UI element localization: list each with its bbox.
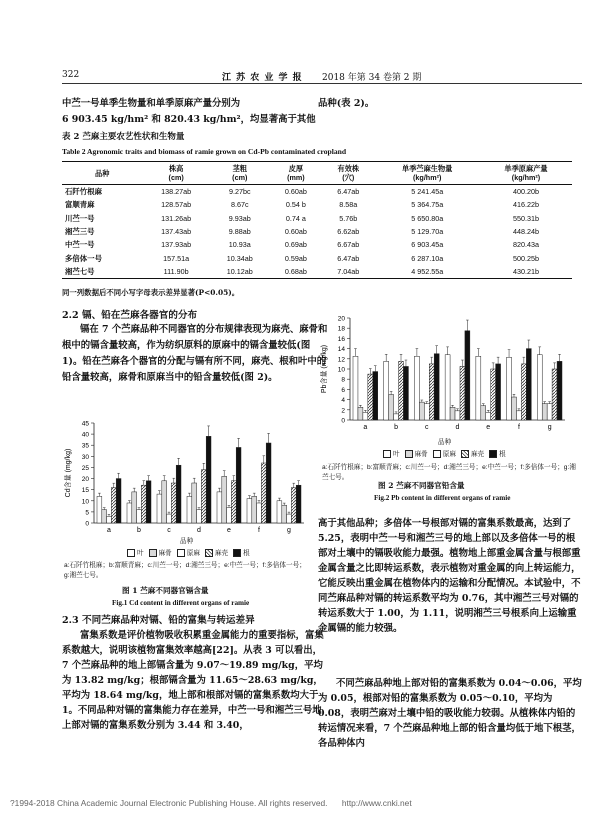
legend-swatch bbox=[489, 450, 497, 458]
legend-swatch bbox=[461, 450, 469, 458]
pb-x-tick-label: f bbox=[517, 424, 520, 431]
pb-bar-b-4 bbox=[403, 366, 408, 420]
table-header-6: 单季原麻产量 (kg/hm²) bbox=[504, 164, 548, 182]
pb-y-tick-label: 2 bbox=[341, 407, 345, 415]
table-cell: 500.25b bbox=[512, 253, 539, 263]
table-cell: 430.21b bbox=[512, 266, 539, 276]
cd-bar-e-0 bbox=[217, 492, 222, 523]
legend-label: 原麻 bbox=[186, 550, 200, 557]
figure-2-caption-en: Fig.2 Pb content in different organs of ramie bbox=[374, 494, 511, 502]
table-header-4: 有效株 (穴) bbox=[337, 164, 360, 182]
table-cell: 8.58a bbox=[339, 200, 358, 210]
legend-label: 叶 bbox=[137, 550, 144, 557]
intro-line-1: 中苎一号单季生物量和单季原麻产量分别为 bbox=[62, 98, 241, 109]
legend-label: 麻壳 bbox=[214, 550, 229, 557]
cd-bar-c-1 bbox=[162, 481, 167, 523]
cd-bar-e-1 bbox=[222, 476, 227, 523]
pb-bar-c-0 bbox=[414, 356, 419, 420]
pb-bar-e-4 bbox=[496, 364, 501, 420]
table-row bbox=[62, 225, 572, 238]
table-row-label: 富顺青麻 bbox=[65, 200, 95, 210]
legend-label: 原麻 bbox=[442, 451, 456, 458]
legend-swatch bbox=[205, 549, 213, 557]
table-cell: 10.93a bbox=[228, 240, 251, 250]
pb-y-tick-label: 0 bbox=[341, 417, 345, 425]
cd-bar-b-4 bbox=[146, 481, 151, 523]
pb-bar-a-3 bbox=[368, 374, 373, 420]
issue-info: 2018 年第 34 卷第 2 期 bbox=[322, 73, 422, 83]
pb-bar-b-2 bbox=[394, 414, 399, 420]
table-row bbox=[62, 212, 572, 225]
figure-2-note: a:石阡竹根麻；b:富顺青麻；c:川苎一号；d:湘苎三号；e:中苎一号；f:多倍体一号；g:湘苎七号。 bbox=[322, 464, 576, 481]
figure-2-xlabel: 品种 bbox=[438, 439, 452, 446]
table-cell: 0.69ab bbox=[284, 240, 307, 250]
pb-bar-g-3 bbox=[552, 369, 557, 420]
table-cell: 137.43ab bbox=[161, 227, 192, 237]
cd-bar-e-4 bbox=[236, 447, 241, 523]
cd-bar-g-0 bbox=[277, 501, 282, 523]
cd-bar-d-0 bbox=[187, 496, 192, 523]
table-header-3: 皮厚 (mm) bbox=[287, 164, 305, 182]
pb-bar-g-2 bbox=[547, 404, 552, 420]
table-cell: 8.67c bbox=[230, 200, 249, 210]
section-2-2-heading: 2.2 镉、铅在苎麻各器官的分布 bbox=[62, 310, 198, 321]
cd-x-tick-label: f bbox=[258, 527, 260, 534]
table-cell: 5 241.45a bbox=[411, 187, 444, 197]
table-cell: 0.54 b bbox=[285, 200, 306, 210]
table-cell: 157.51a bbox=[163, 253, 190, 263]
cd-x-tick-label: d bbox=[197, 527, 201, 534]
table-cell: 7.04ab bbox=[337, 266, 360, 276]
header-rule bbox=[62, 83, 582, 84]
legend-swatch bbox=[177, 549, 185, 557]
journal-title: 江 苏 农 业 学 报 bbox=[222, 73, 303, 83]
cd-bar-b-3 bbox=[141, 485, 146, 523]
cd-x-tick-label: g bbox=[287, 527, 291, 534]
table-header-1: 株高 (cm) bbox=[168, 164, 184, 182]
table-cell: 820.43a bbox=[512, 240, 539, 250]
pb-bar-e-3 bbox=[491, 369, 496, 420]
legend-label: 麻骨 bbox=[158, 550, 172, 557]
table-cell: 6.67ab bbox=[337, 240, 360, 250]
legend-swatch bbox=[127, 549, 135, 557]
table-2 bbox=[62, 161, 572, 279]
cd-bar-e-2 bbox=[227, 507, 232, 523]
cd-y-tick-label: 40 bbox=[81, 431, 89, 439]
table-cell: 137.93ab bbox=[161, 240, 192, 250]
figure-1-xlabel: 品种 bbox=[180, 538, 194, 545]
page-footer bbox=[10, 798, 610, 808]
cd-y-tick-label: 35 bbox=[81, 442, 89, 450]
pb-y-tick-label: 18 bbox=[337, 325, 345, 333]
table-header-2: 茎粗 (cm) bbox=[232, 164, 248, 182]
table-cell: 400.20b bbox=[512, 187, 539, 197]
section-2-3-paragraph-2: 高于其他品种；多倍体一号根部对镉的富集系数最高，达到了 5.25，表明中苎一号和湘苎三号的地上部以及多倍体一号的根部对土壤中的镉吸收能力最强。植物地上部重金属含量与根部重金属含量之比即转运系数，表示植物对重金属的向上转运能力，它能反映出重金属在植物体内的运输和分配情况。本试验中，不同苎麻品种对镉的转运系数平均为 0.76，其中湘苎三号对镉的转运系数大于 1.00，为 1.11，说明湘苎三号根系向上运输重金属镉的能力较强。 bbox=[318, 518, 581, 634]
table-row-label: 中苎一号 bbox=[65, 240, 95, 250]
pb-y-tick-label: 12 bbox=[337, 356, 345, 364]
cd-bar-d-1 bbox=[192, 483, 197, 523]
pb-bar-f-3 bbox=[521, 364, 526, 420]
table-row-label: 川苎一号 bbox=[65, 213, 95, 223]
figure-1-legend bbox=[122, 549, 322, 559]
table-cell: 9.88ab bbox=[228, 227, 251, 237]
cd-y-tick-label: 25 bbox=[81, 464, 89, 472]
table-cell: 0.68ab bbox=[284, 266, 307, 276]
pb-x-tick-label: g bbox=[547, 424, 552, 431]
pb-bar-b-1 bbox=[389, 395, 394, 421]
table-cell: 0.60ab bbox=[284, 227, 307, 237]
pb-y-tick-label: 16 bbox=[337, 335, 345, 343]
cd-bar-e-3 bbox=[231, 481, 236, 523]
pb-bar-a-0 bbox=[353, 356, 358, 420]
cd-y-label: Cd含量 (mg/kg) bbox=[65, 448, 72, 498]
cd-bar-f-3 bbox=[261, 463, 266, 523]
cd-bar-b-0 bbox=[127, 503, 132, 523]
pb-x-tick-label: b bbox=[394, 424, 399, 431]
table-cell: 0.74 a bbox=[285, 213, 306, 223]
table-row-label: 石阡竹根麻 bbox=[65, 187, 102, 197]
legend-label: 根 bbox=[243, 550, 250, 557]
pb-y-tick-label: 8 bbox=[341, 376, 345, 384]
legend-swatch bbox=[233, 549, 241, 557]
table-cell: 416.22b bbox=[512, 200, 539, 210]
table-cell: 131.26ab bbox=[161, 213, 192, 223]
table-note: 同一列数据后不同小写字母表示差异显著(P<0.05)。 bbox=[62, 288, 240, 297]
table-cell: 448.24b bbox=[512, 227, 539, 237]
pb-bar-d-4 bbox=[465, 331, 470, 420]
table-cell: 6.62ab bbox=[337, 227, 360, 237]
cd-y-tick-label: 15 bbox=[81, 487, 89, 495]
table-title-cn: 表 2 苎麻主要农艺性状和生物量 bbox=[62, 132, 185, 142]
cd-y-tick-label: 30 bbox=[81, 453, 89, 461]
pb-bar-b-3 bbox=[399, 361, 404, 420]
cd-bar-f-2 bbox=[257, 503, 262, 523]
table-title-en: Table 2 Agronomic traits and biomass of ramie grown on Cd-Pb contaminated cropland bbox=[62, 147, 347, 156]
table-cell: 5.76b bbox=[339, 213, 358, 223]
cd-bar-a-2 bbox=[107, 516, 112, 523]
cd-bar-a-0 bbox=[97, 496, 102, 523]
figure-2-chart bbox=[318, 308, 578, 438]
cd-x-tick-label: c bbox=[167, 527, 171, 534]
cd-bar-d-3 bbox=[201, 470, 206, 523]
legend-label: 麻壳 bbox=[470, 451, 485, 458]
cd-bar-g-3 bbox=[291, 487, 296, 523]
legend-swatch bbox=[405, 450, 413, 458]
pb-y-tick-label: 14 bbox=[337, 346, 345, 354]
cd-bar-f-4 bbox=[266, 443, 271, 523]
section-2-3-paragraph-1: 富集系数是评价植物吸收积累重金属能力的重要指标，富集系数越大，说明该植物富集效率越高[22]。从表 3 可以看出，7 个苎麻品种的地上部镉含量为 9.07～19.89 mg/kg，平均为 13.82 mg/kg；根部镉含量为 11.65～28.63 mg/kg，平均为 18.64 mg/kg，地上部和根部对镉的富集系数均大于 1。不同品种对镉的富集能力存在差异，中苎一号和湘苎三号地上部对镉的富集系数分别为 3.44 和 3.40， bbox=[62, 630, 324, 731]
cd-x-tick-label: a bbox=[107, 527, 111, 534]
cd-bar-b-1 bbox=[132, 492, 137, 523]
pb-x-tick-label: c bbox=[425, 424, 429, 431]
figure-1 bbox=[62, 413, 312, 608]
pb-bar-f-1 bbox=[512, 397, 517, 420]
table-cell: 6 287.10a bbox=[411, 253, 444, 263]
legend-label: 叶 bbox=[393, 451, 400, 458]
cd-y-tick-label: 10 bbox=[81, 498, 89, 506]
pb-bar-f-4 bbox=[526, 349, 531, 420]
cd-bar-c-3 bbox=[171, 483, 176, 523]
table-cell: 9.27bc bbox=[228, 187, 251, 197]
table-row bbox=[62, 265, 572, 279]
figure-2-legend bbox=[378, 450, 578, 460]
pb-bar-f-2 bbox=[516, 411, 521, 420]
pb-bar-a-1 bbox=[358, 407, 363, 420]
cd-bar-b-2 bbox=[137, 510, 142, 523]
table-header-5: 单季苎麻生物量 (kg/hm²) bbox=[402, 164, 453, 182]
figure-1-chart bbox=[62, 413, 312, 541]
figure-2-caption-cn: 图 2 苎麻不同器官铅含量 bbox=[378, 481, 465, 490]
pb-bar-b-0 bbox=[384, 361, 389, 420]
table-cell: 10.12ab bbox=[226, 266, 253, 276]
table-row bbox=[62, 238, 572, 251]
cd-bar-g-2 bbox=[287, 514, 292, 523]
cd-bar-a-1 bbox=[102, 510, 107, 523]
cd-bar-f-0 bbox=[247, 499, 252, 523]
cd-bar-d-2 bbox=[197, 510, 202, 523]
pb-bar-d-0 bbox=[445, 355, 450, 420]
table-cell: 10.34ab bbox=[226, 253, 253, 263]
pb-bar-e-2 bbox=[486, 412, 491, 420]
cd-y-tick-label: 5 bbox=[85, 509, 89, 517]
table-cell: 4 952.55a bbox=[411, 266, 444, 276]
pb-bar-a-2 bbox=[363, 412, 368, 420]
cd-y-tick-label: 45 bbox=[81, 420, 89, 428]
pb-bar-g-4 bbox=[557, 361, 562, 420]
pb-bar-g-0 bbox=[537, 355, 542, 420]
table-row-label: 湘苎三号 bbox=[65, 227, 95, 237]
table-row-label: 多倍体一号 bbox=[65, 253, 102, 263]
legend-swatch bbox=[383, 450, 391, 458]
pb-y-label: Pb含量 (mg/kg) bbox=[321, 344, 328, 394]
footer-url: http://www.cnki.net bbox=[341, 798, 412, 808]
cd-y-tick-label: 20 bbox=[81, 476, 89, 484]
cd-bar-c-0 bbox=[157, 494, 162, 523]
table-cell: 0.60ab bbox=[284, 187, 307, 197]
copyright-text: ?1994-2018 China Academic Journal Electronic Publishing House. All rights reserved. bbox=[10, 798, 328, 808]
legend-label: 麻骨 bbox=[414, 451, 428, 458]
legend-swatch bbox=[149, 549, 157, 557]
pb-bar-c-1 bbox=[419, 402, 424, 420]
cd-bar-a-4 bbox=[116, 479, 121, 523]
table-cell: 5 129.70a bbox=[411, 227, 444, 237]
pb-bar-d-2 bbox=[455, 411, 460, 420]
table-cell: 111.90b bbox=[163, 266, 189, 276]
table-row-label: 湘苎七号 bbox=[65, 266, 95, 276]
intro-line-2: 6 903.45 kg/hm² 和 820.43 kg/hm²，均显著高于其他 bbox=[62, 114, 316, 125]
cd-bar-a-3 bbox=[111, 487, 116, 523]
pb-bar-g-1 bbox=[542, 404, 547, 420]
cd-bar-d-4 bbox=[206, 436, 211, 523]
pb-bar-c-2 bbox=[424, 404, 429, 420]
cd-bar-c-2 bbox=[167, 514, 172, 523]
pb-y-tick-label: 4 bbox=[341, 397, 345, 405]
legend-label: 根 bbox=[499, 451, 506, 458]
section-2-3-paragraph-3: 不同苎麻品种地上部对铅的富集系数为 0.04～0.06，平均为 0.05，根部对铅的富集系数为 0.05～0.10，平均为 0.08，表明苎麻对土壤中铅的吸收能力较弱。从植株体内铅的转运情况来看，7 个苎麻品种地上部的铅含量均低于地下根茎，各品种体内 bbox=[318, 678, 582, 749]
intro-right: 品种(表 2)。 bbox=[318, 98, 375, 109]
pb-bar-d-3 bbox=[460, 366, 465, 420]
pb-x-tick-label: a bbox=[363, 424, 368, 431]
pb-bar-a-4 bbox=[373, 372, 378, 420]
figure-1-caption-cn: 图 1 苎麻不同器官镉含量 bbox=[122, 586, 209, 595]
section-2-2-paragraph: 镉在 7 个苎麻品种不同器官的分布规律表现为麻壳、麻骨和根中的镉含量较高，作为纺织原料的原麻中的镉含量较低(图 1)。铅在苎麻各个器官的分配与镉有所不同，麻壳、根和叶中的铅含量较高，麻骨和原麻当中的铅含量较低(图 2)。 bbox=[62, 324, 328, 383]
pb-y-tick-label: 10 bbox=[337, 366, 345, 374]
pb-x-tick-label: e bbox=[486, 424, 491, 431]
pb-y-tick-label: 6 bbox=[341, 386, 345, 394]
table-cell: 6.47ab bbox=[337, 187, 360, 197]
table-row bbox=[62, 251, 572, 264]
cd-bar-g-4 bbox=[296, 485, 301, 523]
table-cell: 5 650.80a bbox=[411, 213, 444, 223]
pb-x-tick-label: d bbox=[455, 424, 460, 431]
legend-swatch bbox=[433, 450, 441, 458]
pb-y-tick-label: 20 bbox=[337, 315, 345, 323]
table-header-0: 品种 bbox=[95, 168, 110, 178]
table-cell: 0.59ab bbox=[284, 253, 307, 263]
table-row bbox=[62, 198, 572, 211]
cd-bar-c-4 bbox=[176, 465, 181, 523]
table-row bbox=[62, 185, 572, 199]
pb-bar-c-4 bbox=[434, 354, 439, 420]
table-cell: 138.27ab bbox=[161, 187, 192, 197]
table-cell: 9.93ab bbox=[228, 213, 251, 223]
figure-1-caption-en: Fig.1 Cd content in different organs of ramie bbox=[112, 599, 250, 607]
table-cell: 6 903.45a bbox=[411, 240, 444, 250]
cd-x-tick-label: e bbox=[227, 527, 231, 534]
cd-y-tick-label: 0 bbox=[85, 520, 89, 528]
page-number: 322 bbox=[62, 70, 80, 80]
table-cell: 550.31b bbox=[512, 213, 539, 223]
table-cell: 5 364.75a bbox=[411, 200, 444, 210]
figure-2 bbox=[318, 308, 578, 508]
pb-bar-c-3 bbox=[429, 364, 434, 420]
pb-bar-e-0 bbox=[476, 356, 481, 420]
figure-1-note: a:石阡竹根麻；b:富顺青麻；c:川苎一号；d:湘苎三号；e:中苎一号；f:多倍体一号；g:湘苎七号。 bbox=[64, 562, 306, 579]
section-2-3-heading: 2.3 不同苎麻品种对镉、铅的富集与转运差异 bbox=[62, 615, 255, 626]
pb-bar-f-0 bbox=[507, 357, 512, 420]
table-cell: 128.57ab bbox=[161, 200, 192, 210]
pb-bar-d-1 bbox=[450, 407, 455, 420]
cd-bar-g-1 bbox=[282, 505, 287, 523]
cd-bar-f-1 bbox=[252, 496, 257, 523]
pb-bar-e-1 bbox=[481, 406, 486, 420]
table-cell: 6.47ab bbox=[337, 253, 360, 263]
cd-x-tick-label: b bbox=[137, 527, 141, 534]
